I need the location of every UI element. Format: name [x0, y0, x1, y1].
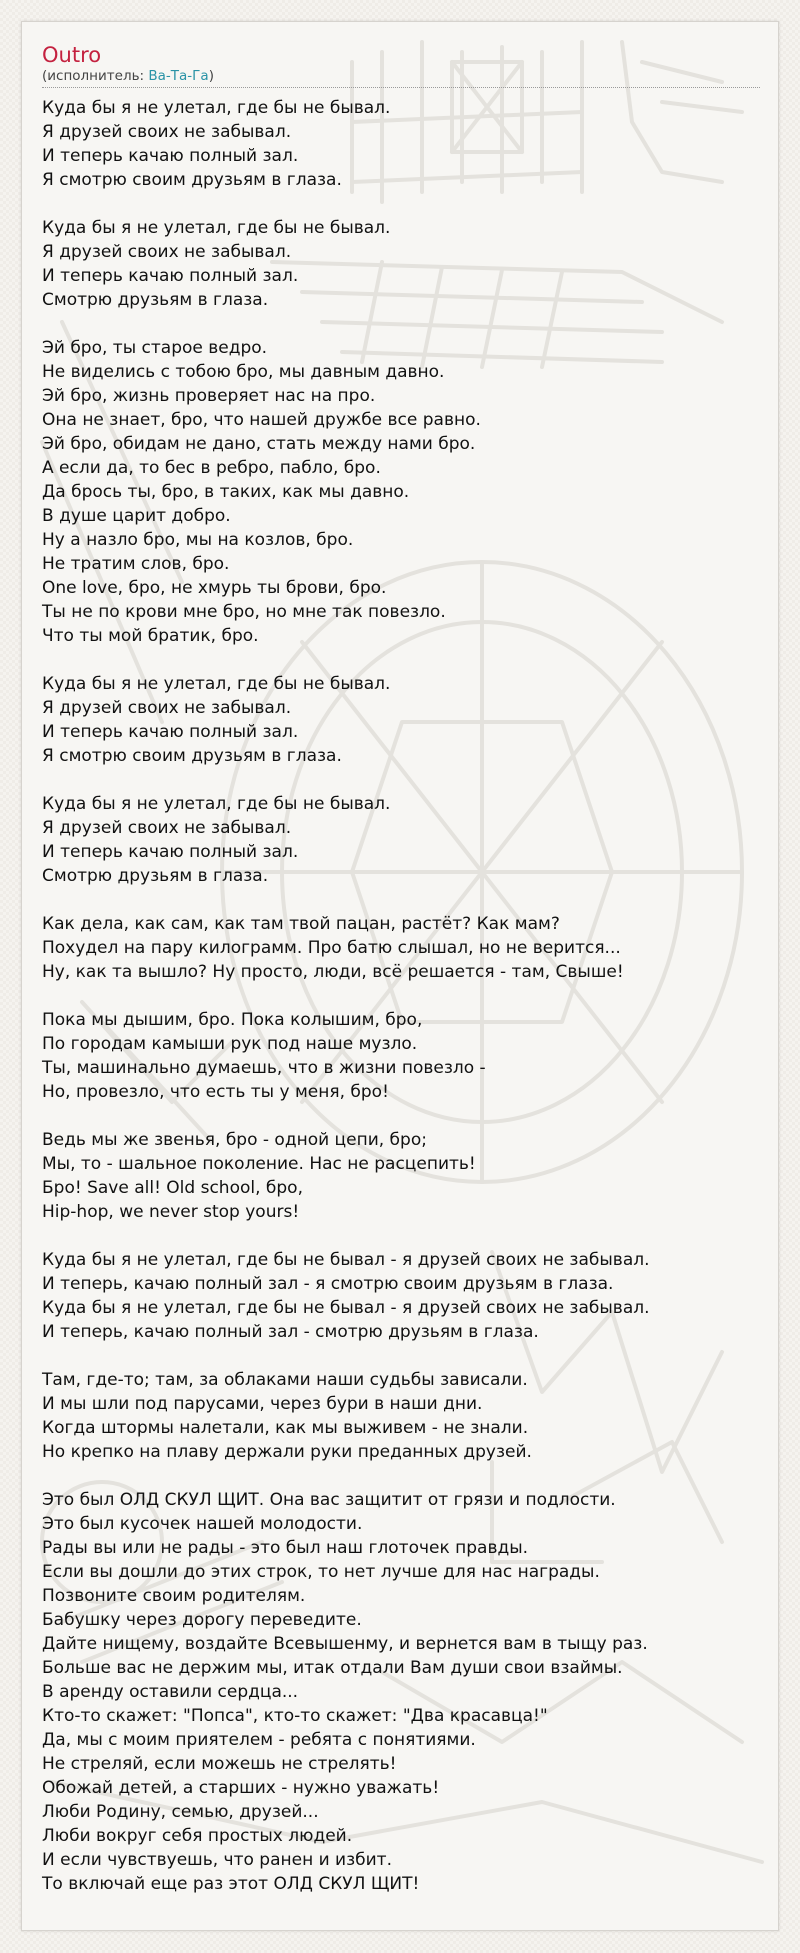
lyric-line: По городам камыши рук под наше музло.: [42, 1034, 418, 1054]
artist-suffix: ): [208, 68, 214, 84]
stanza-break: [42, 192, 760, 216]
lyric-line: Куда бы я не улетал, где бы не бывал - я друзей своих не забывал.: [42, 1250, 650, 1270]
lyric-line: Люби вокруг себя простых людей.: [42, 1826, 353, 1846]
lyric-line: Я друзей своих не забывал.: [42, 122, 292, 142]
lyric-line: И теперь, качаю полный зал - смотрю друзьям в глаза.: [42, 1322, 539, 1342]
lyric-line: Это был кусочек нашей молодости.: [42, 1514, 363, 1534]
lyric-line: Я смотрю своим друзьям в глаза.: [42, 746, 342, 766]
lyric-line: Бро! Save all! Old school, бро,: [42, 1178, 303, 1198]
stanza-break: [42, 984, 760, 1008]
lyric-line: Мы, то - шальное поколение. Нас не расцепить!: [42, 1154, 476, 1174]
lyric-line: Смотрю друзьям в глаза.: [42, 290, 269, 310]
lyric-line: Как дела, как сам, как там твой пацан, растёт? Как мам?: [42, 914, 560, 934]
lyric-line: Смотрю друзьям в глаза.: [42, 866, 269, 886]
artist-prefix: (исполнитель:: [42, 68, 149, 84]
lyric-line: В душе царит добро.: [42, 506, 231, 526]
lyric-line: One love, бро, не хмурь ты брови, бро.: [42, 578, 387, 598]
lyric-line: Куда бы я не улетал, где бы не бывал.: [42, 674, 391, 694]
lyric-line: Что ты мой братик, бро.: [42, 626, 259, 646]
lyric-line: И мы шли под парусами, через бури в наши дни.: [42, 1394, 483, 1414]
lyric-line: Куда бы я не улетал, где бы не бывал.: [42, 794, 391, 814]
stanza-break: [42, 1104, 760, 1128]
lyric-line: То включай еще раз этот ОЛД СКУЛ ЩИТ!: [42, 1874, 420, 1894]
stanza-break: [42, 768, 760, 792]
lyric-line: Куда бы я не улетал, где бы не бывал.: [42, 218, 391, 238]
lyric-line: Не тратим слов, бро.: [42, 554, 230, 574]
lyric-line: Обожай детей, а старших - нужно уважать!: [42, 1778, 440, 1798]
lyric-line: Когда штормы налетали, как мы выживем - не знали.: [42, 1418, 529, 1438]
lyric-line: В аренду оставили сердца...: [42, 1682, 299, 1702]
artist-line: [42, 68, 760, 88]
lyric-line: Это был ОЛД СКУЛ ЩИТ. Она вас защитит от грязи и подлости.: [42, 1490, 616, 1510]
lyric-line: Я друзей своих не забывал.: [42, 818, 292, 838]
lyric-line: Да брось ты, бро, в таких, как мы давно.: [42, 482, 410, 502]
stanza-break: [42, 1464, 760, 1488]
lyric-line: Ну, как та вышло? Ну просто, люди, всё решается - там, Свыше!: [42, 962, 624, 982]
lyric-line: Позвоните своим родителям.: [42, 1586, 306, 1606]
lyric-line: Ведь мы же звенья, бро - одной цепи, бро;: [42, 1130, 427, 1150]
lyric-line: Она не знает, бро, что нашей дружбе все равно.: [42, 410, 481, 430]
lyric-line: Да, мы с моим приятелем - ребята с понятиями.: [42, 1730, 476, 1750]
lyric-line: Бабушку через дорогу переведите.: [42, 1610, 362, 1630]
stanza-break: [42, 1344, 760, 1368]
lyric-line: Дайте нищему, воздайте Всевышенму, и вернется вам в тыщу раз.: [42, 1634, 648, 1654]
lyric-line: И теперь, качаю полный зал - я смотрю своим друзьям в глаза.: [42, 1274, 614, 1294]
lyric-line: Ты не по крови мне бро, но мне так повезло.: [42, 602, 446, 622]
song-title: Outro: [42, 43, 102, 67]
stanza-break: [42, 888, 760, 912]
lyric-line: Не виделись с тобою бро, мы давным давно.: [42, 362, 445, 382]
lyric-line: А если да, то бес в ребро, пабло, бро.: [42, 458, 381, 478]
lyric-line: Кто-то скажет: "Попса", кто-то скажет: "Два красавца!": [42, 1706, 548, 1726]
lyric-line: Эй бро, обидам не дано, стать между нами бро.: [42, 434, 476, 454]
lyric-line: Там, где-то; там, за облаками наши судьбы зависали.: [42, 1370, 528, 1390]
lyric-line: Ну а назло бро, мы на козлов, бро.: [42, 530, 354, 550]
stanza-break: [42, 1224, 760, 1248]
lyric-line: Эй бро, жизнь проверяет нас на про.: [42, 386, 376, 406]
lyric-line: Не стреляй, если можешь не стрелять!: [42, 1754, 397, 1774]
lyric-line: И теперь качаю полный зал.: [42, 146, 299, 166]
lyric-line: И теперь качаю полный зал.: [42, 842, 299, 862]
lyric-line: Но, провезло, что есть ты у меня, бро!: [42, 1082, 389, 1102]
lyric-line: И теперь качаю полный зал.: [42, 722, 299, 742]
lyric-line: И теперь качаю полный зал.: [42, 266, 299, 286]
lyric-line: Куда бы я не улетал, где бы не бывал - я друзей своих не забывал.: [42, 1298, 650, 1318]
artist-link[interactable]: Ва-Та-Га: [148, 68, 209, 84]
stanza-break: [42, 648, 760, 672]
lyric-line: Рады вы или не рады - это был наш глоточек правды.: [42, 1538, 529, 1558]
lyric-line: Если вы дошли до этих строк, то нет лучше для нас награды.: [42, 1562, 600, 1582]
lyric-line: Но крепко на плаву держали руки преданных друзей.: [42, 1442, 532, 1462]
lyric-line: Пока мы дышим, бро. Пока колышим, бро,: [42, 1010, 423, 1030]
lyrics-card: [21, 21, 779, 1931]
lyric-line: Я друзей своих не забывал.: [42, 698, 292, 718]
lyric-line: Куда бы я не улетал, где бы не бывал.: [42, 98, 391, 118]
lyrics-text: [42, 96, 760, 1896]
lyric-line: Люби Родину, семью, друзей...: [42, 1802, 319, 1822]
lyric-line: Эй бро, ты старое ведро.: [42, 338, 268, 358]
lyric-line: Я друзей своих не забывал.: [42, 242, 292, 262]
stanza-break: [42, 312, 760, 336]
lyric-line: И если чувствуешь, что ранен и избит.: [42, 1850, 392, 1870]
lyric-line: Я смотрю своим друзьям в глаза.: [42, 170, 342, 190]
lyric-line: Похудел на пару килограмм. Про батю слышал, но не верится...: [42, 938, 621, 958]
lyric-line: Больше вас не держим мы, итак отдали Вам души свои взаймы.: [42, 1658, 623, 1678]
song-content: [42, 42, 760, 1896]
lyric-line: Ты, машинально думаешь, что в жизни повезло -: [42, 1058, 486, 1078]
lyric-line: Hip-hop, we never stop yours!: [42, 1202, 300, 1222]
